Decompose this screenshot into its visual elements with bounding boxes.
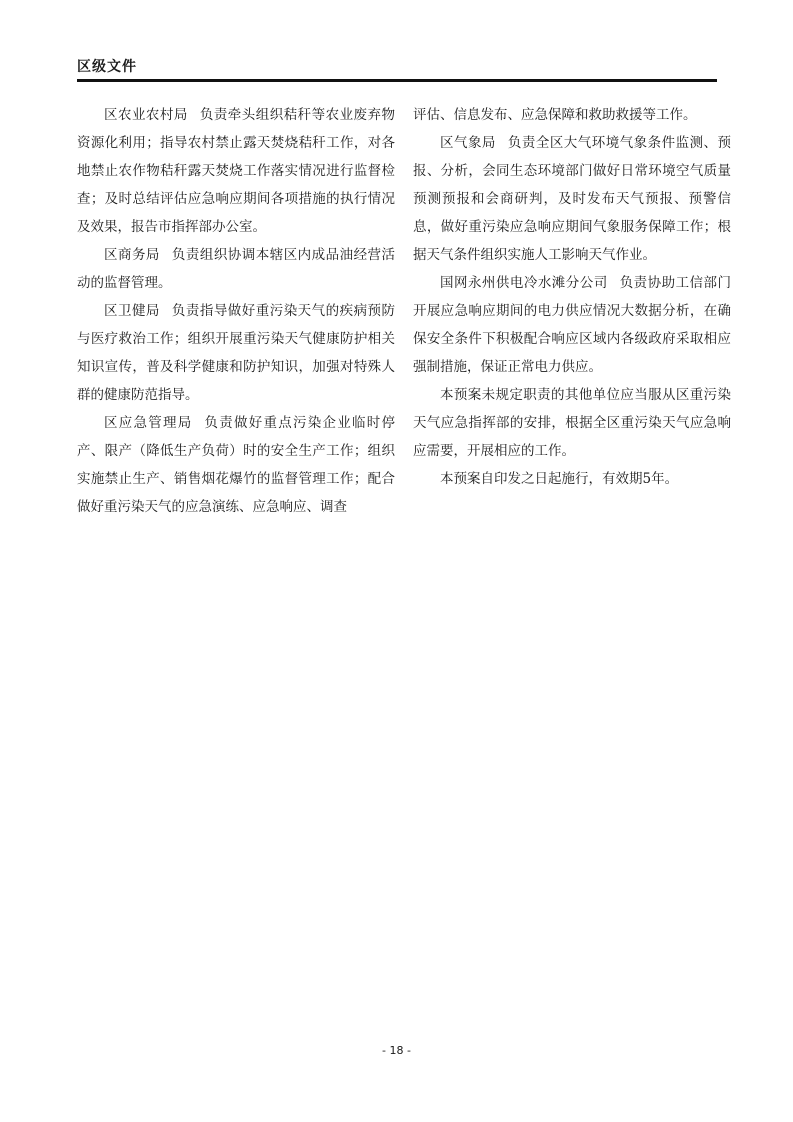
paragraph-commerce (77, 241, 395, 297)
page-header (77, 58, 717, 76)
paragraph-meteorology (413, 129, 731, 269)
header-rule (77, 79, 717, 82)
page-number: - 18 - (382, 1044, 411, 1057)
paragraph-lead: 国网永州供电冷水滩分公司 (440, 275, 608, 291)
paragraph-text: 负责做好重点污染企业临时停产、限产（降低生产负荷）时的安全生产工作；组织实施禁止生产、销售烟花爆竹的监督管理工作；配合做好重污染天气的应急演练、应急响应、调查 (77, 415, 395, 515)
paragraph-power-supply (413, 269, 731, 381)
paragraph-agriculture (77, 101, 395, 241)
paragraph-effective-date: 本预案自印发之日起施行，有效期5年。 (440, 471, 679, 487)
paragraph-continuation: 评估、信息发布、应急保障和救助救援等工作。 (413, 107, 697, 123)
paragraph-lead: 区卫健局 (104, 303, 160, 319)
paragraph-text: 负责协助工信部门开展应急响应期间的电力供应情况大数据分析，在确保安全条件下积极配合响应区域内各级政府采取相应强制措施，保证正常电力供应。 (413, 275, 732, 375)
right-column (413, 101, 731, 493)
paragraph-other-units: 本预案未规定职责的其他单位应当服从区重污染天气应急指挥部的安排，根据全区重污染天气应急响应需要，开展相应的工作。 (413, 387, 731, 459)
header-title: 区级文件 (77, 59, 137, 75)
paragraph-emergency (77, 409, 395, 521)
paragraph-text: 负责全区大气环境气象条件监测、预报、分析，会同生态环境部门做好日常环境空气质量预测预报和会商研判，及时发布天气预报、预警信息，做好重污染应急响应期间气象服务保障工作；根据天气条件组织实施人工影响天气作业。 (413, 135, 732, 263)
paragraph-lead: 区商务局 (104, 247, 160, 263)
paragraph-lead: 区农业农村局 (104, 107, 188, 123)
paragraph-lead: 区应急管理局 (104, 415, 193, 431)
paragraph-health (77, 297, 395, 409)
paragraph-text: 负责指导做好重污染天气的疾病预防与医疗救治工作；组织开展重污染天气健康防护相关知识宣传，普及科学健康和防护知识，加强对特殊人群的健康防范指导。 (77, 303, 396, 403)
paragraph-lead: 区气象局 (440, 135, 496, 151)
left-column (77, 101, 395, 521)
paragraph-text: 负责组织协调本辖区内成品油经营活动的监督管理。 (77, 247, 396, 291)
paragraph-text: 负责牵头组织秸秆等农业废弃物资源化利用；指导农村禁止露天焚烧秸秆工作，对各地禁止农作物秸秆露天焚烧工作落实情况进行监督检查；及时总结评估应急响应期间各项措施的执行情况及效果，报告市指挥部办公室。 (77, 107, 396, 235)
